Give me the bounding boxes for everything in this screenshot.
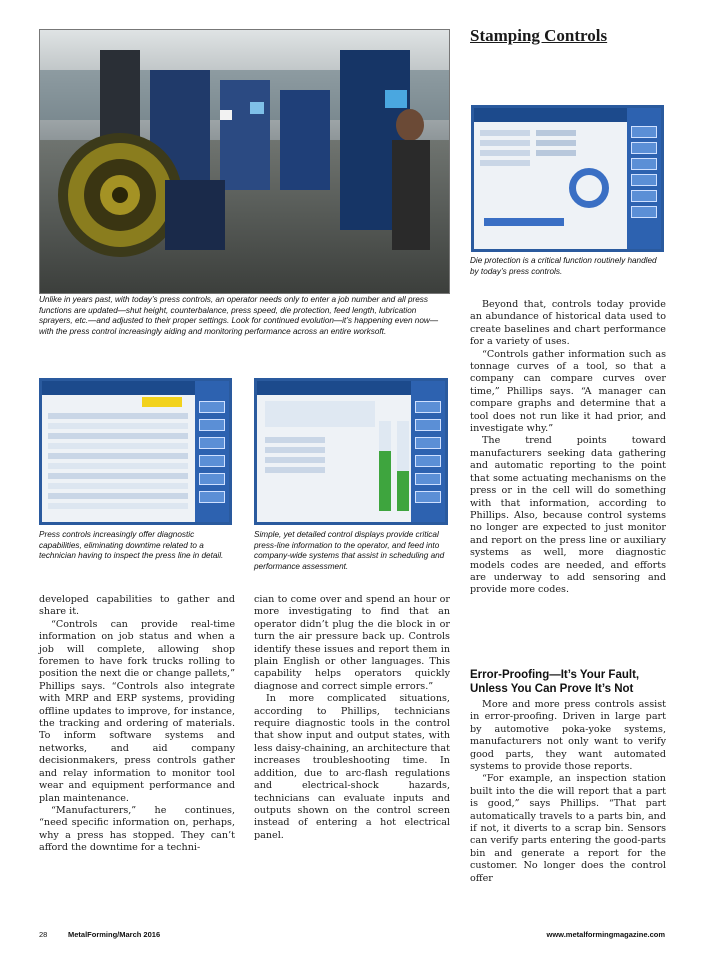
photo-caption: Unlike in years past, with today’s press controls, an operator needs only to enter a job number and all press functions are updated—shut height, counterbalance, press speed, die protection, feed length, lubrication sprayers, etc.—and adjusted to their proper settings. Look for continued evolution—it’s happening even now—with the press control increasingly aiding and monitoring performance across an entire worksoft. <box>39 295 439 336</box>
screen-right-caption: Die protection is a critical function routinely handled by today’s press controls. <box>470 256 657 276</box>
paragraph: “Controls can provide real-time information on job status and when a job will complete, allowing shop foremen to have fork trucks rolling to position the next die or change pallets,” Phillips says. “Controls also integrate with MRP and ERP systems, providing offline updates to improve, for instance, the tracking and ordering of materials. To inform software systems and networks, and aid company decisionmakers, press controls gather and relay information to monitor tool wear and equipment performance and plan maintenance. <box>39 618 235 804</box>
diagnostic-screen <box>39 378 232 525</box>
magazine-issue: MetalForming/March 2016 <box>68 930 161 939</box>
screen-left-caption: Press controls increasingly offer diagnostic capabilities, eliminating downtime related to a technician having to inspect the press line in detail. <box>39 530 224 561</box>
section-subhead: Error-Proofing—It’s Your Fault, Unless You Can Prove It’s Not <box>470 669 640 695</box>
paragraph: Beyond that, controls today provide an abundance of historical data used to create baselines and chart performance for a variety of uses. <box>470 299 666 348</box>
page-number: 28 <box>39 930 48 939</box>
paragraph: cian to come over and spend an hour or more investigating to find that an operator didn’t plug the die block in or turn the air pressure back up. Controls identify these issues and report them in plain English or other languages. This capability helps operators quickly diagnose and correct simple errors.” <box>254 594 450 692</box>
article-column-3-continued <box>470 699 666 885</box>
article-column-2 <box>254 594 450 842</box>
factory-photo <box>39 29 450 294</box>
screen-mid-caption: Simple, yet detailed control displays provide critical press-line information to the operator, and feed into company-wide systems that assist in scheduling and performance assessment. <box>254 530 445 571</box>
article-column-1 <box>39 594 235 855</box>
paragraph: “Controls gather information such as tonnage curves of a tool, so that a company can compare curves over time,” Phillips says. “A manager can compare graphs and determine that a tool does not run like it had prior, and investigate why.” <box>470 348 666 435</box>
paragraph: “For example, an inspection station built into the die will report that a part is good,” says Phillips. “That part automatically travels to a parts bin, and if not, it diverts to a scrap bin. Sensors can verify parts entering the good-parts bin and generate a report for the customer. No longer does the control offer <box>470 773 666 884</box>
paragraph: developed capabilities to gather and share it. <box>39 594 235 618</box>
paragraph: More and more press controls assist in error-proofing. Driven in large part by automotive poka-yoke systems, manufacturers not only want to verify good parts, they want automated systems to provide those reports. <box>470 699 666 773</box>
magazine-url: www.metalformingmagazine.com <box>546 930 665 939</box>
die-protection-screen <box>471 105 664 252</box>
paragraph: “Manufacturers,” he continues, “need specific information on, perhaps, why a press has stopped. They can’t afford the downtime for a techni- <box>39 804 235 854</box>
article-column-3 <box>470 299 666 597</box>
page-title: Stamping Controls <box>470 26 608 45</box>
paragraph: In more complicated situations, according to Phillips, technicians require diagnostic tools in the control that show input and output states, with less daisy-chaining, an architecture that increases troubleshooting time. In addition, due to arc-flash regulations and electrical-shock hazards, technicians can evaluate inputs and outputs shown on the control screen instead of entering a hot electrical panel. <box>254 693 450 841</box>
press-line-screen <box>254 378 448 525</box>
paragraph: The trend points toward manufacturers seeking data gathering and automatic reporting to the point that some actuating mechanisms on the press or in the cell will do something with that information, according to Phillips. Also, because control systems no longer are expected to just monitor and report on the press line or auxiliary systems as well, more diagnostic models codes are needed, and efforts are underway to add sensoring and provide more codes. <box>470 435 666 596</box>
